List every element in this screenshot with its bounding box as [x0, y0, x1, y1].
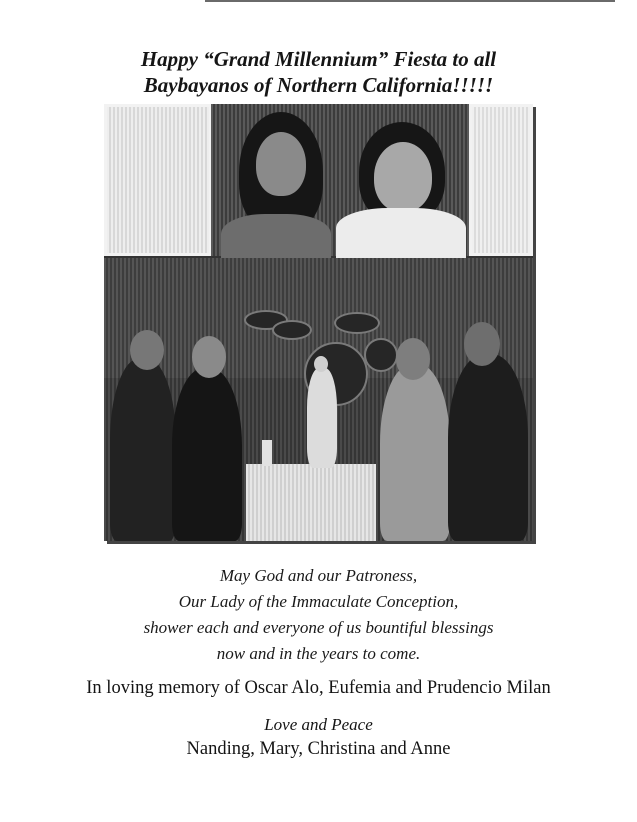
blessing-line: now and in the years to come. [216, 644, 421, 663]
page-heading [0, 46, 637, 98]
blessing-line: May God and our Patroness, [219, 566, 418, 585]
scan-edge-line [205, 0, 615, 2]
statue [307, 368, 337, 468]
photo-collage [104, 104, 533, 541]
heading-line-2: Baybayanos of Northern California!!!!! [143, 73, 494, 97]
blessing-line: shower each and everyone of us bountiful blessings [143, 618, 494, 637]
blessing-verse [0, 563, 637, 667]
closing-line: Love and Peace [264, 715, 373, 734]
signers-line: Nanding, Mary, Christina and Anne [186, 739, 451, 759]
group-photo [104, 258, 533, 541]
heading-line-1: Happy “Grand Millennium” Fiesta to all [140, 47, 497, 71]
blessing-line: Our Lady of the Immaculate Conception, [178, 592, 459, 611]
memorial-line: In loving memory of Oscar Alo, Eufemia and Prudencio Milan [86, 678, 551, 698]
portrait-photo [104, 104, 533, 258]
altar-table [246, 464, 376, 541]
